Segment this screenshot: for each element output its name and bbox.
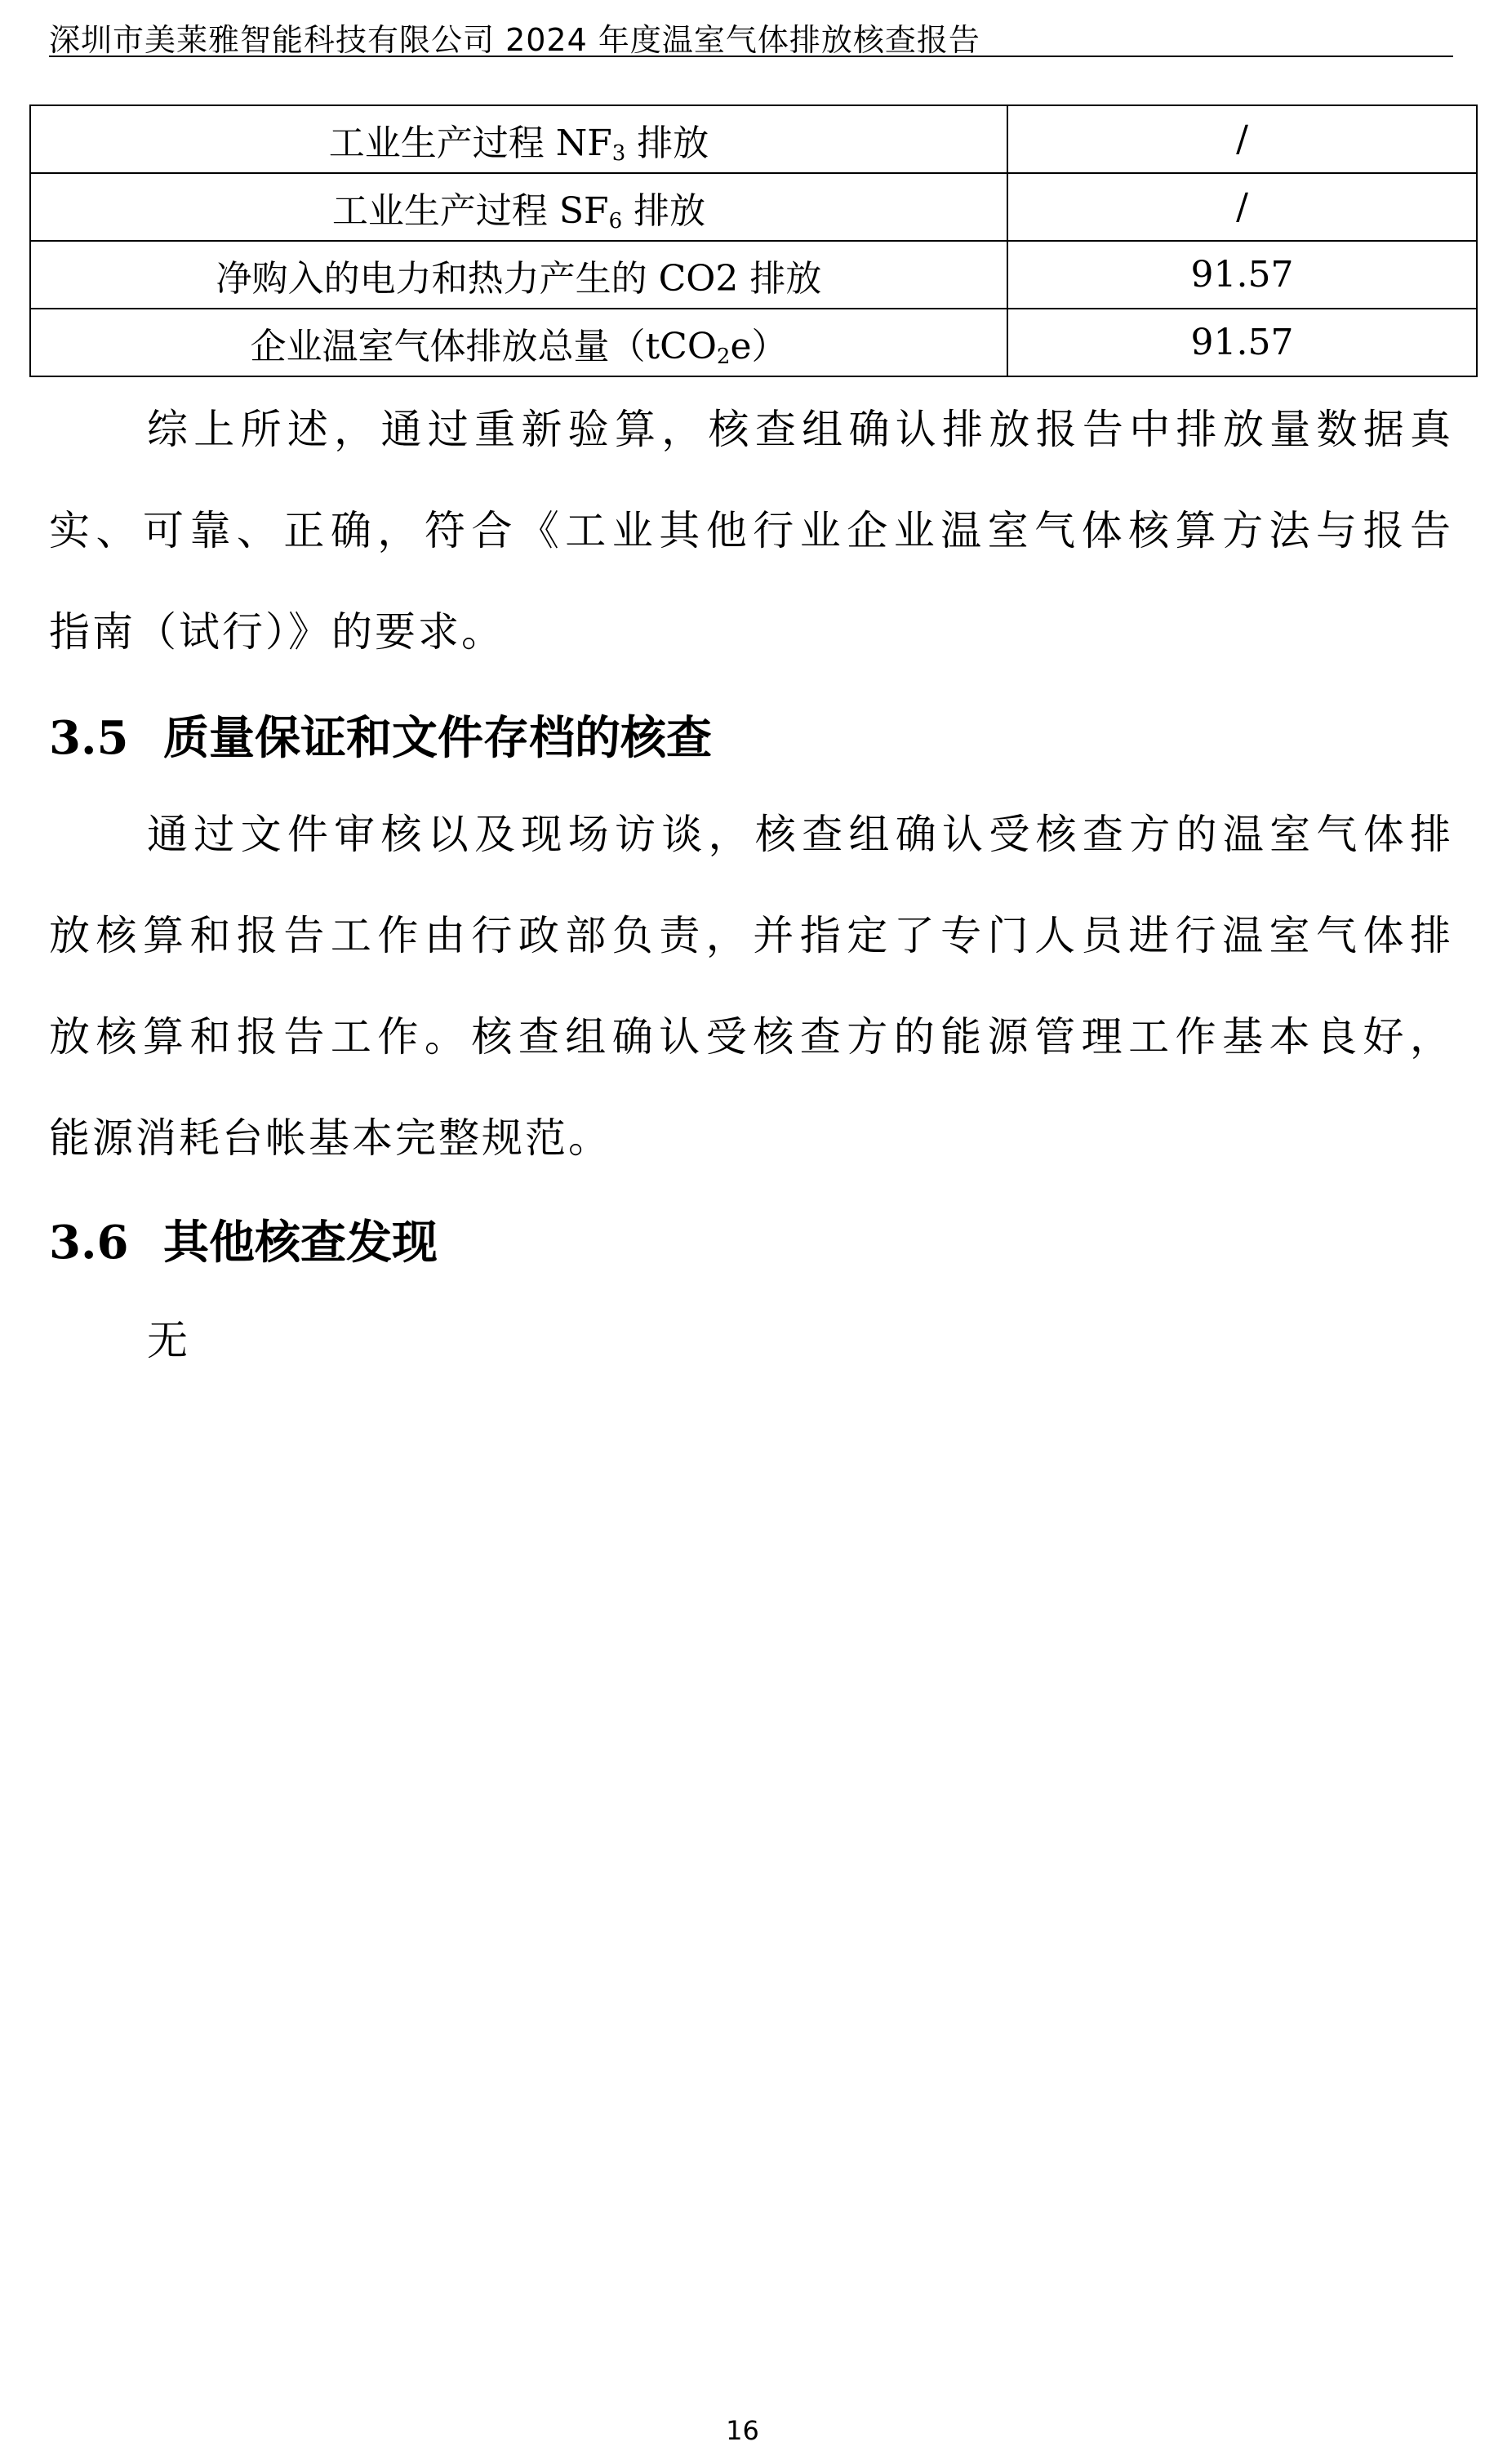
label-text: 净购入的电力和热力产生的 CO2 排放 — [216, 257, 822, 300]
section-3-5-line: 放核算和报告工作由行政部负责，并指定了专门人员进行温室气体排 — [49, 912, 1453, 959]
section-heading-3-6 — [49, 1207, 438, 1272]
section-title: 质量保证和文件存档的核查 — [163, 711, 712, 765]
table-row — [30, 241, 1477, 309]
label-subscript: 2 — [716, 344, 731, 369]
conclusion-line: 指南（试行）》的要求。 — [49, 608, 505, 656]
table-cell-value: 91.57 — [1007, 309, 1477, 376]
emissions-summary-table — [29, 105, 1478, 377]
header-title: 深圳市美莱雅智能科技有限公司 2024 年度温室气体排放核查报告 — [49, 22, 980, 58]
section-3-5-line: 放核算和报告工作。核查组确认受核查方的能源管理工作基本良好， — [49, 1013, 1453, 1061]
section-number: 3.5 — [49, 711, 129, 765]
table-cell-label — [30, 241, 1007, 309]
table-cell-value: / — [1007, 173, 1477, 241]
section-title: 其他核查发现 — [163, 1216, 438, 1270]
table-cell-value: / — [1007, 105, 1477, 173]
label-text: 工业生产过程 SF — [331, 189, 609, 232]
section-3-5-line: 通过文件审核以及现场访谈，核查组确认受核查方的温室气体排 — [147, 811, 1453, 858]
label-text: 排放 — [625, 122, 709, 164]
section-number: 3.6 — [49, 1216, 129, 1270]
label-subscript: 6 — [608, 208, 623, 234]
section-heading-3-5 — [49, 702, 712, 767]
label-text: e） — [730, 325, 788, 367]
table-cell-value: 91.57 — [1007, 241, 1477, 309]
label-text: 排放 — [622, 189, 706, 232]
section-3-5-line: 能源消耗台帐基本完整规范。 — [49, 1114, 611, 1162]
table-row — [30, 309, 1477, 376]
label-text: 企业温室气体排放总量（tCO — [250, 325, 717, 367]
table-cell-label — [30, 173, 1007, 241]
page-header — [49, 8, 1453, 57]
section-3-6-body: 无 — [147, 1317, 190, 1364]
table-row — [30, 105, 1477, 173]
label-text: 工业生产过程 NF — [328, 122, 612, 164]
table-row — [30, 173, 1477, 241]
conclusion-line: 综上所述，通过重新验算，核查组确认排放报告中排放量数据真 — [147, 406, 1453, 453]
table-cell-label — [30, 309, 1007, 376]
table-cell-label — [30, 105, 1007, 173]
page-number: 16 — [726, 2415, 759, 2446]
conclusion-line: 实、可靠、正确，符合《工业其他行业企业温室气体核算方法与报告 — [49, 507, 1453, 554]
label-subscript: 3 — [611, 140, 626, 166]
